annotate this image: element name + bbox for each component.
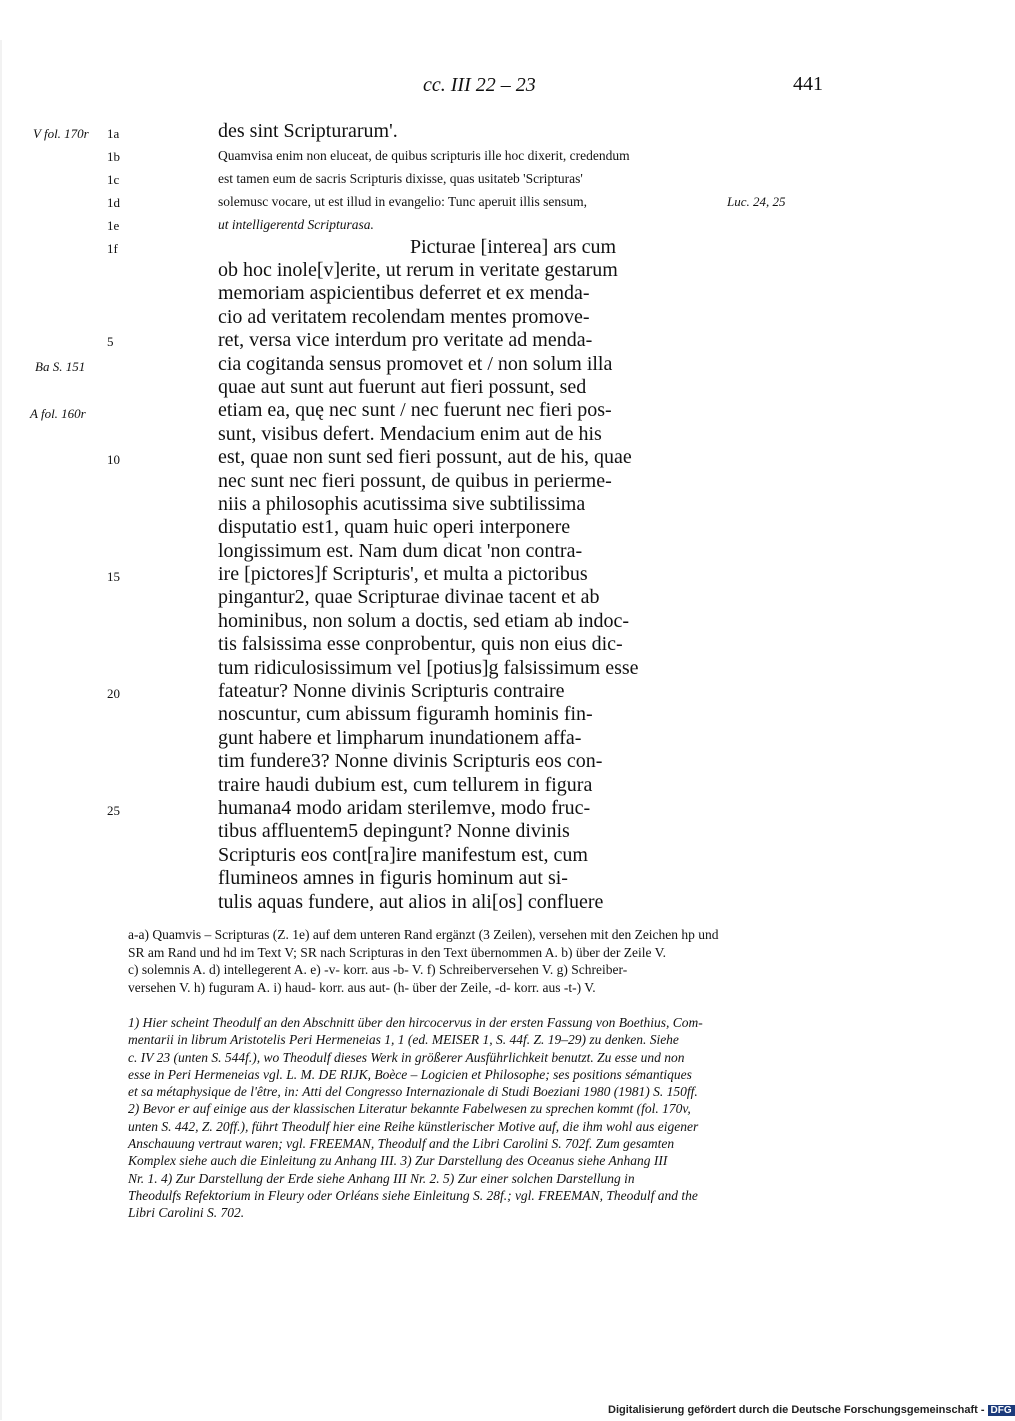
footnote-line: esse in Peri Hermeneias vgl. L. M. DE RIJK, Boèce – Logicien et Philosophe; ses positions sémantiques bbox=[128, 1066, 692, 1082]
line-number: 25 bbox=[107, 803, 120, 818]
main-line: tulis aquas fundere, aut alios in ali[os] confluere bbox=[218, 890, 604, 913]
main-line: flumineos amnes in figuris hominum aut si- bbox=[218, 867, 568, 890]
line-number: 1e bbox=[107, 218, 120, 233]
footnotes bbox=[128, 1014, 828, 1222]
main-line: hominibus, non solum a doctis, sed etiam ab indoc- bbox=[218, 609, 630, 632]
footnote-line: unten S. 442, Z. 20ff.), führt Theodulf hier eine Reihe künstlerischer Motive auf, die ihm wohl aus eigener bbox=[128, 1118, 699, 1134]
main-line: sunt, visibus defert. Mendacium enim aut de his bbox=[218, 422, 602, 445]
main-line: disputatio est1, quam huic operi interponere bbox=[218, 516, 571, 539]
text-line-1e: ut intelligerentd Scripturasa. bbox=[218, 217, 374, 232]
text-line-1d: solemusc vocare, ut est illud in evangelio: Tunc aperuit illis sensum, bbox=[218, 194, 587, 209]
footnote-line: Nr. 1. 4) Zur Darstellung der Erde siehe Anhang III Nr. 2. 5) Zur einer solchen Darstellung in bbox=[128, 1170, 635, 1186]
footnote-line: 1) Hier scheint Theodulf an den Abschnitt über den hircocervus in der ersten Fassung von Boethius, Com- bbox=[128, 1015, 703, 1030]
side-note-ba: Ba S. 151 bbox=[35, 359, 86, 374]
footnote-line: et sa métaphysique de l'être, in: Atti del Congresso Internazionale di Studi Boeziani 1980 (1981) S. 150ff. bbox=[128, 1084, 698, 1100]
apparatus-line: SR am Rand und hd im Text V; SR nach Scripturas in den Text übernommen A. b) über der Zeile V. bbox=[128, 944, 667, 960]
text-line-1a: des sint Scripturarum'. bbox=[218, 120, 398, 142]
main-line: est, quae non sunt sed fieri possunt, aut de his, quae bbox=[218, 446, 632, 469]
page-number: 441 bbox=[793, 73, 823, 95]
main-line: cia cogitanda sensus promovet et / non solum illa bbox=[218, 352, 613, 375]
running-title: cc. III 22 – 23 bbox=[423, 74, 536, 96]
footnote-line: Libri Carolini S. 702. bbox=[128, 1205, 245, 1221]
apparatus-line: a-a) Quamvis – Scripturas (Z. 1e) auf dem unteren Rand ergänzt (3 Zeilen), versehen mit den Zeichen hp und bbox=[128, 927, 719, 942]
side-note-a-fol: A fol. 160r bbox=[30, 406, 86, 421]
line-number: 10 bbox=[107, 452, 120, 467]
footer-text: Digitalisierung gefördert durch die Deutsche Forschungsgemeinschaft - bbox=[608, 1404, 985, 1416]
digitization-footer bbox=[608, 1404, 1015, 1416]
main-line: ire [pictores]f Scripturis', et multa a pictoribus bbox=[218, 563, 588, 586]
line-number: 1a bbox=[107, 126, 120, 141]
main-line: ret, versa vice interdum pro veritate ad menda- bbox=[218, 329, 593, 352]
main-line: pingantur2, quae Scripturae divinae tacent et ab bbox=[218, 586, 600, 609]
apparatus-line: c) solemnis A. d) intellegerent A. e) -v- korr. aus -b- V. f) Schreiberversehen V. g) Schreiber- bbox=[128, 962, 628, 977]
footnote-line: Theodulfs Refektorium in Fleury oder Orléans siehe Einleitung S. 28f.; vgl. FREEMAN, Theodulf and the bbox=[128, 1187, 698, 1203]
main-line: noscuntur, cum abissum figuramh hominis fin- bbox=[218, 703, 593, 726]
text-line-1b: Quamvisa enim non eluceat, de quibus scripturis ille hoc dixerit, credendum bbox=[218, 148, 630, 163]
text-line-1c: est tamen eum de sacris Scripturis dixisse, quas usitateb 'Scripturas' bbox=[218, 171, 583, 186]
text-line-1f: Picturae [interea] ars cum bbox=[410, 236, 617, 258]
main-line: cio ad veritatem recolendam mentes promove- bbox=[218, 305, 590, 328]
main-line: traire haudi dubium est, cum tellurem in figura bbox=[218, 773, 593, 796]
main-line: niis a philosophis acutissima sive subtilissima bbox=[218, 492, 586, 515]
footnote-line: mentarii in librum Aristotelis Peri Hermeneias 1, 1 (ed. MEISER 1, S. 44f. Z. 19–29) zu denken. Siehe bbox=[128, 1032, 679, 1048]
main-line: humana4 modo aridam sterilemve, modo fruc- bbox=[218, 796, 591, 819]
main-text-block bbox=[218, 259, 639, 914]
main-line: memoriam aspicientibus deferret et ex menda- bbox=[218, 282, 590, 305]
line-number: 1c bbox=[107, 172, 120, 187]
main-line: tim fundere3? Nonne divinis Scripturis eos con- bbox=[218, 750, 603, 773]
scan-edge bbox=[0, 40, 2, 1420]
line-number: 1f bbox=[107, 241, 118, 256]
main-line: tum ridiculosissimum vel [potius]g falsissimum esse bbox=[218, 656, 639, 679]
footnote-line: c. IV 23 (unten S. 544f.), wo Theodulf dieses Werk in größerer Ausführlichkeit benutzt. Zu esse und non bbox=[128, 1049, 685, 1065]
main-line: gunt habere et limpharum inundationem affa- bbox=[218, 726, 582, 749]
main-line: tibus affluentem5 depingunt? Nonne divinis bbox=[218, 820, 570, 843]
main-line: fateatur? Nonne divinis Scripturis contraire bbox=[218, 680, 565, 703]
line-number: 1b bbox=[107, 149, 120, 164]
side-note-luc: Luc. 24, 25 bbox=[727, 194, 786, 209]
main-line: ob hoc inole[v]erite, ut rerum in veritate gestarum bbox=[218, 259, 618, 281]
side-note-v-fol: V fol. 170r bbox=[33, 126, 89, 141]
main-line: nec sunt nec fieri possunt, de quibus in perierme- bbox=[218, 469, 612, 492]
line-number: 20 bbox=[107, 686, 120, 701]
dfg-logo: DFG bbox=[988, 1405, 1015, 1416]
apparatus-line: versehen V. h) fuguram A. i) haud- korr. aus aut- (h- über der Zeile, -d- korr. aus -t-) V. bbox=[128, 979, 596, 995]
main-line: Scripturis eos cont[ra]ire manifestum est, cum bbox=[218, 843, 588, 866]
main-line: tis falsissima esse conprobentur, quis non eius dic- bbox=[218, 633, 623, 656]
critical-apparatus bbox=[128, 926, 828, 996]
line-number: 5 bbox=[107, 334, 114, 349]
footnote-line: 2) Bevor er auf einige aus der klassischen Literatur bekannte Fabelwesen zu sprechen kommt (fol. 170v, bbox=[128, 1101, 691, 1117]
line-number: 1d bbox=[107, 195, 120, 210]
main-line: etiam ea, quę nec sunt / nec fuerunt nec fieri pos- bbox=[218, 399, 612, 422]
line-number: 15 bbox=[107, 569, 120, 584]
footnote-line: Anschauung vertraut waren; vgl. FREEMAN, Theodulf and the Libri Carolini S. 702f. Zum gesamten bbox=[128, 1136, 675, 1152]
footnote-line: Komplex siehe auch die Einleitung zu Anhang III. 3) Zur Darstellung des Oceanus siehe Anhang III bbox=[128, 1153, 668, 1169]
main-line: quae aut sunt aut fuerunt aut fieri possunt, sed bbox=[218, 375, 587, 398]
main-line: longissimum est. Nam dum dicat 'non contra- bbox=[218, 539, 583, 562]
